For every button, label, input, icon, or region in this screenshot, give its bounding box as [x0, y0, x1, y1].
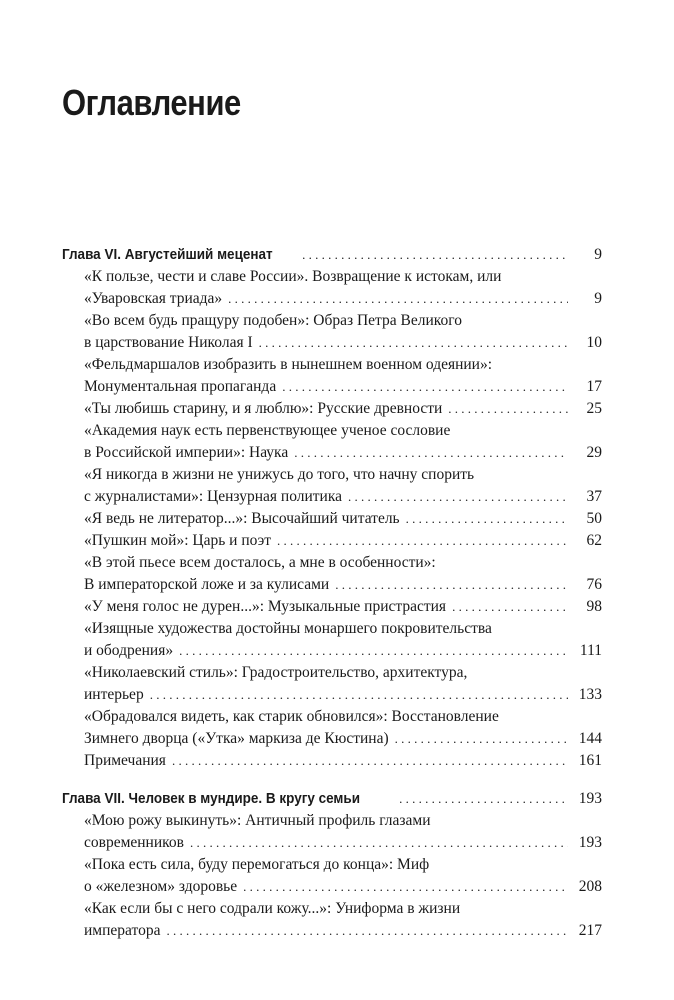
- toc-entry-line: [62, 398, 602, 420]
- entry-text: Зимнего дворца («Утка» маркиза де Кюстина): [84, 730, 389, 747]
- toc-entry[interactable]: [62, 310, 602, 354]
- entry-text: «В этой пьесе всем досталось, а мне в особенности»:: [84, 554, 436, 571]
- entry-text: «Пушкин мой»: Царь и поэт: [84, 532, 272, 549]
- chapter-heading[interactable]: [62, 244, 602, 266]
- entry-text: с журналистами»: Цензурная политика: [84, 488, 343, 505]
- dot-leader: [190, 832, 568, 854]
- toc-entry-line: [62, 266, 602, 288]
- toc-entry[interactable]: [62, 464, 602, 508]
- chapter-title: Глава VII. Человек в мундире. В кругу семьи: [62, 790, 361, 807]
- dot-leader: [179, 640, 568, 662]
- page-number: 50: [586, 510, 602, 527]
- toc-entry[interactable]: [62, 398, 602, 420]
- toc-entry[interactable]: [62, 810, 602, 854]
- toc-entry-line: [62, 288, 602, 310]
- toc-entry[interactable]: [62, 750, 602, 772]
- entry-text: «Я никогда в жизни не унижусь до того, что начну спорить: [84, 466, 475, 483]
- toc-entry-line: [62, 854, 602, 876]
- toc-entry-line: [62, 640, 602, 662]
- toc-entry[interactable]: [62, 354, 602, 398]
- toc-entry[interactable]: [62, 266, 602, 310]
- page-number: 37: [586, 488, 602, 505]
- toc-entry[interactable]: [62, 508, 602, 530]
- page-number: 17: [586, 378, 602, 395]
- page-number: 62: [586, 532, 602, 549]
- page-number: 161: [578, 752, 602, 769]
- entry-text: «Во всем будь пращуру подобен»: Образ Петра Великого: [84, 312, 462, 329]
- chapter-heading[interactable]: [62, 788, 602, 810]
- page-number: 193: [578, 790, 602, 807]
- entry-text: «У меня голос не дурен...»: Музыкальные пристрастия: [84, 598, 447, 615]
- page-number: 76: [586, 576, 602, 593]
- toc-entry[interactable]: [62, 596, 602, 618]
- entry-text: и ободрения»: [84, 642, 174, 659]
- entry-text: «Мою рожу выкинуть»: Античный профиль глазами: [84, 812, 431, 829]
- toc-entry-line: [62, 706, 602, 728]
- page-number: 217: [578, 922, 602, 939]
- dot-leader: [166, 920, 568, 942]
- entry-text: «Изящные художества достойны монаршего покровительства: [84, 620, 492, 637]
- toc-entry-line: [62, 310, 602, 332]
- toc-entry[interactable]: [62, 420, 602, 464]
- chapter-title: Глава VI. Августейший меценат: [62, 246, 273, 263]
- page-number: 133: [578, 686, 602, 703]
- entry-text: императора: [84, 922, 161, 939]
- toc-entry-line: [62, 332, 602, 354]
- page-number: 193: [578, 834, 602, 851]
- dot-leader: [282, 376, 568, 398]
- dot-leader: [277, 530, 568, 552]
- page-number: 144: [578, 730, 602, 747]
- entry-text: «К пользе, чести и славе России». Возвращение к истокам, или: [84, 268, 502, 285]
- dot-leader: [172, 750, 568, 772]
- chapter-2: [62, 788, 602, 942]
- toc-entry[interactable]: [62, 552, 602, 596]
- toc-entry-line: [62, 684, 602, 706]
- toc-entry-line: [62, 662, 602, 684]
- toc-entry[interactable]: [62, 662, 602, 706]
- toc-entry[interactable]: [62, 618, 602, 662]
- toc-entry-line: [62, 530, 602, 552]
- toc-entry-line: [62, 832, 602, 854]
- dot-leader: [302, 244, 568, 266]
- dot-leader: [348, 486, 568, 508]
- entry-text: «Академия наук есть первенствующее ученое сословие: [84, 422, 451, 439]
- entry-text: современников: [84, 834, 184, 851]
- page-number: 208: [578, 878, 602, 895]
- dot-leader: [259, 332, 568, 354]
- dot-leader: [335, 574, 568, 596]
- page-number: 98: [586, 598, 602, 615]
- toc-entry-line: [62, 354, 602, 376]
- page-number: 111: [579, 642, 602, 659]
- dot-leader: [243, 876, 568, 898]
- entry-text: о «железном» здоровье: [84, 878, 238, 895]
- toc-entry-line: [62, 728, 602, 750]
- entry-text: «Я ведь не литератор...»: Высочайший читатель: [84, 510, 400, 527]
- toc-entry-line: [62, 876, 602, 898]
- dot-leader: [395, 728, 568, 750]
- toc-entry-line: [62, 552, 602, 574]
- dot-leader: [228, 288, 568, 310]
- toc-entry-line: [62, 486, 602, 508]
- page-number: 9: [594, 290, 602, 307]
- page-title: Оглавление: [62, 82, 241, 123]
- entry-text: «Николаевский стиль»: Градостроительство, архитектура,: [84, 664, 468, 681]
- dot-leader: [452, 596, 568, 618]
- toc-entry-line: [62, 618, 602, 640]
- toc-entry-line: [62, 442, 602, 464]
- toc-entry[interactable]: [62, 854, 602, 898]
- toc-entry-line: [62, 420, 602, 442]
- toc-entry-line: [62, 574, 602, 596]
- dot-leader: [448, 398, 568, 420]
- entry-text: «Обрадовался видеть, как старик обновился»: Восстановление: [84, 708, 499, 725]
- toc-entry-line: [62, 810, 602, 832]
- entry-text: интерьер: [84, 686, 144, 703]
- page-number: 29: [586, 444, 602, 461]
- entry-text: в царствование Николая I: [84, 334, 253, 351]
- entry-text: В императорской ложе и за кулисами: [84, 576, 330, 593]
- page-number: 25: [586, 400, 602, 417]
- entry-text: в Российской империи»: Наука: [84, 444, 289, 461]
- entry-text: «Фельдмаршалов изобразить в нынешнем военном одеянии»:: [84, 356, 493, 373]
- chapter-1: [62, 244, 602, 772]
- toc-entry[interactable]: [62, 530, 602, 552]
- table-of-contents: [62, 244, 602, 958]
- toc-entry-line: [62, 750, 602, 772]
- toc-entry[interactable]: [62, 706, 602, 750]
- page-number: 10: [586, 334, 602, 351]
- dot-leader: [406, 508, 568, 530]
- toc-entry-line: [62, 596, 602, 618]
- entry-text: Монументальная пропаганда: [84, 378, 277, 395]
- page-number: 9: [594, 246, 602, 263]
- dot-leader: [399, 788, 568, 810]
- toc-entry-line: [62, 376, 602, 398]
- toc-entry-line: [62, 920, 602, 942]
- toc-entry-line: [62, 464, 602, 486]
- entry-text: «Пока есть сила, буду перемогаться до конца»: Миф: [84, 856, 430, 873]
- entry-text: «Как если бы с него содрали кожу...»: Униформа в жизни: [84, 900, 461, 917]
- toc-entry[interactable]: [62, 898, 602, 942]
- entry-text: «Уваровская триада»: [84, 290, 223, 307]
- entry-text: «Ты любишь старину, и я люблю»: Русские древности: [84, 400, 443, 417]
- toc-entry-line: [62, 898, 602, 920]
- dot-leader: [150, 684, 568, 706]
- toc-entry-line: [62, 508, 602, 530]
- entry-text: Примечания: [84, 752, 166, 769]
- dot-leader: [294, 442, 568, 464]
